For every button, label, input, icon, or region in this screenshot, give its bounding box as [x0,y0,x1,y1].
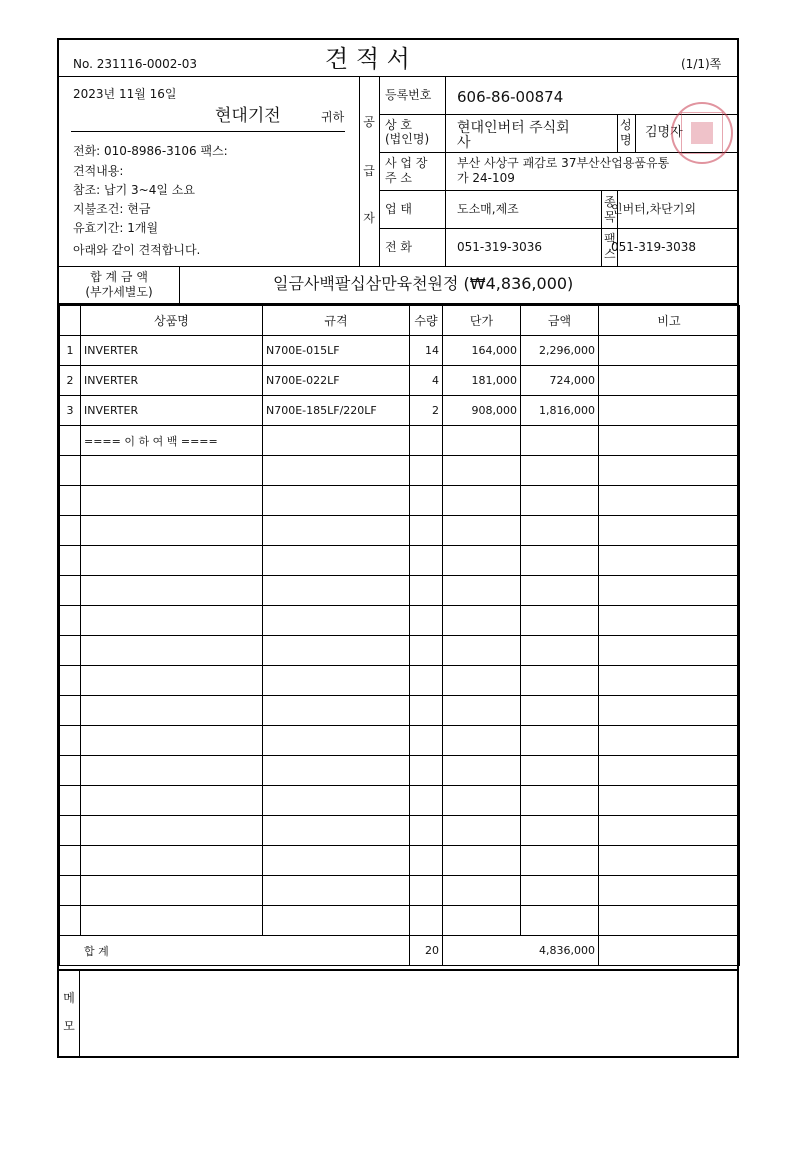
header-amount: 금액 [521,306,599,336]
cell-spec [263,426,410,456]
table-row [60,846,740,876]
empty-cell [410,876,443,906]
empty-cell [521,696,599,726]
sum-qty: 20 [410,936,443,966]
empty-cell [263,756,410,786]
supplier-label-2: 급 [363,164,375,178]
cell-qty: 2 [410,396,443,426]
empty-cell [521,846,599,876]
empty-cell [599,606,740,636]
header-unit-price: 단가 [443,306,521,336]
empty-cell [599,876,740,906]
empty-cell [443,576,521,606]
quote-date: 2023년 11월 16일 [73,87,177,101]
cell-unit-price [443,426,521,456]
client-name: 현대기전 [215,106,281,126]
empty-cell [263,606,410,636]
empty-cell [81,486,263,516]
sum-row [60,936,740,966]
document-number: No. 231116-0002-03 [73,57,198,71]
header-note: 비고 [599,306,740,336]
empty-cell [263,876,410,906]
cell-qty: 4 [410,366,443,396]
empty-cell [263,726,410,756]
empty-cell [521,486,599,516]
client-phone: 전화: 010-8986-3106 팩스: [73,144,228,158]
empty-cell [599,726,740,756]
table-header [60,306,740,336]
closing-statement: 아래와 같이 견적합니다. [73,243,201,257]
table-row [60,396,740,426]
cell-spec: N700E-022LF [263,366,410,396]
empty-cell [81,456,263,486]
empty-cell [410,486,443,516]
empty-cell [81,846,263,876]
empty-cell [81,696,263,726]
registration-label: 등록번호 [385,88,432,102]
cell-no [60,426,81,456]
empty-cell [521,756,599,786]
empty-cell [60,666,81,696]
empty-cell [263,786,410,816]
cell-product: INVERTER [81,366,263,396]
empty-cell [60,756,81,786]
empty-cell [521,876,599,906]
header-qty: 수량 [410,306,443,336]
table-row [60,816,740,846]
table-row [60,906,740,936]
empty-cell [599,696,740,726]
cell-no: 1 [60,336,81,366]
cell-note [599,426,740,456]
empty-cell [521,666,599,696]
empty-cell [521,726,599,756]
empty-cell [81,636,263,666]
company-seal-icon [671,102,733,164]
cell-product: ==== 이 하 여 백 ==== [81,426,263,456]
empty-cell [599,486,740,516]
table-row [60,666,740,696]
empty-cell [599,546,740,576]
sum-amount: 4,836,000 [443,936,599,966]
empty-cell [443,756,521,786]
empty-cell [60,696,81,726]
empty-cell [263,516,410,546]
ceo-label-2: 명 [620,133,632,147]
empty-cell [263,486,410,516]
empty-cell [410,456,443,486]
table-row [60,876,740,906]
empty-cell [263,456,410,486]
supplier-fax: 051-319-3038 [611,240,697,254]
empty-cell [263,846,410,876]
empty-cell [81,786,263,816]
empty-cell [599,816,740,846]
empty-cell [60,816,81,846]
fax-label-1: 팩 [604,232,616,246]
empty-cell [443,816,521,846]
empty-cell [81,546,263,576]
empty-cell [60,456,81,486]
empty-cell [263,906,410,936]
table-row [60,756,740,786]
empty-cell [410,816,443,846]
table-row [60,516,740,546]
empty-cell [410,636,443,666]
phone-label: 전 화 [385,240,412,254]
empty-cell [410,696,443,726]
quote-reference: 참조: 납기 3~4일 소요 [73,183,195,197]
cell-unit-price: 181,000 [443,366,521,396]
cell-amount: 1,816,000 [521,396,599,426]
empty-cell [599,636,740,666]
table-row [60,636,740,666]
empty-cell [410,666,443,696]
empty-cell [443,846,521,876]
supplier-label-1: 공 [363,115,375,129]
address-line-2: 가 24-109 [457,171,515,185]
empty-cell [443,606,521,636]
table-row [60,426,740,456]
company-name: 현대인버터 주식회 [457,120,570,136]
empty-cell [521,786,599,816]
empty-cell [443,486,521,516]
cell-product: INVERTER [81,336,263,366]
empty-cell [521,516,599,546]
address-label: 사 업 장 [385,156,428,170]
empty-cell [443,696,521,726]
client-honorific: 귀하 [321,110,345,124]
empty-cell [410,576,443,606]
empty-cell [60,516,81,546]
empty-cell [521,456,599,486]
empty-cell [81,666,263,696]
empty-cell [81,906,263,936]
cell-product: INVERTER [81,396,263,426]
empty-cell [521,546,599,576]
cell-no: 2 [60,366,81,396]
cell-amount [521,426,599,456]
empty-cell [410,786,443,816]
address-label-2: 주 소 [385,171,412,185]
empty-cell [60,876,81,906]
table-row [60,366,740,396]
cell-spec: N700E-015LF [263,336,410,366]
sum-label: 합 계 [60,936,410,966]
empty-cell [81,756,263,786]
empty-cell [599,846,740,876]
empty-cell [263,816,410,846]
memo-label-1: 메 [63,991,75,1005]
quote-content: 견적내용: [73,164,124,178]
empty-cell [521,816,599,846]
empty-cell [410,906,443,936]
empty-cell [60,846,81,876]
empty-cell [443,726,521,756]
company-name-2: 사 [457,135,471,151]
empty-cell [263,576,410,606]
fax-label-2: 스 [604,247,616,261]
empty-cell [443,636,521,666]
empty-cell [521,576,599,606]
empty-cell [263,546,410,576]
table-row [60,786,740,816]
table-row [60,726,740,756]
cell-qty [410,426,443,456]
empty-cell [81,576,263,606]
registration-number: 606-86-00874 [457,88,564,106]
empty-cell [60,486,81,516]
supplier-label-3: 자 [363,211,375,225]
empty-cell [599,786,740,816]
empty-cell [410,846,443,876]
table-row [60,546,740,576]
supplier-phone: 051-319-3036 [457,240,543,254]
empty-cell [410,546,443,576]
cell-note [599,366,740,396]
items-table [59,305,740,966]
empty-cell [599,456,740,486]
empty-cell [81,516,263,546]
ceo-name: 김명자 [645,125,683,140]
table-row [60,336,740,366]
empty-cell [443,516,521,546]
memo-label-2: 모 [63,1019,75,1033]
business-item: 인버터,차단기외 [611,202,696,216]
empty-cell [60,906,81,936]
total-label: 합 계 금 액 [90,270,148,284]
empty-cell [81,816,263,846]
table-row [60,456,740,486]
memo-area[interactable] [81,972,737,1056]
cell-amount: 724,000 [521,366,599,396]
empty-cell [263,696,410,726]
empty-cell [410,606,443,636]
header-no [60,306,81,336]
quotation-document [57,38,739,1058]
ceo-label-1: 성 [620,118,632,132]
cell-unit-price: 908,000 [443,396,521,426]
empty-cell [60,786,81,816]
empty-cell [60,636,81,666]
empty-cell [263,666,410,696]
empty-cell [410,516,443,546]
company-label-2: (법인명) [385,132,430,146]
item-label-2: 목 [604,210,616,224]
cell-qty: 14 [410,336,443,366]
business-type-label: 업 태 [385,202,412,216]
empty-cell [521,606,599,636]
business-type: 도소매,제조 [457,202,519,216]
empty-cell [599,906,740,936]
empty-cell [443,666,521,696]
table-row [60,696,740,726]
total-amount-text: 일금사백팔십삼만육천원정 (₩4,836,000) [273,274,574,293]
cell-amount: 2,296,000 [521,336,599,366]
empty-cell [521,636,599,666]
table-row [60,606,740,636]
empty-cell [443,546,521,576]
cell-unit-price: 164,000 [443,336,521,366]
empty-cell [60,576,81,606]
header-spec: 규격 [263,306,410,336]
empty-cell [60,726,81,756]
empty-cell [60,546,81,576]
empty-cell [410,726,443,756]
page-indicator: (1/1)쪽 [681,57,722,71]
empty-cell [599,756,740,786]
header-product: 상품명 [81,306,263,336]
empty-cell [81,606,263,636]
empty-cell [521,906,599,936]
payment-terms: 지불조건: 현금 [73,202,151,216]
company-label: 상 호 [385,118,412,132]
empty-cell [443,786,521,816]
address-line-1: 부산 사상구 괘감로 37부산산업용품유통 [457,156,670,170]
empty-cell [599,576,740,606]
cell-spec: N700E-185LF/220LF [263,396,410,426]
empty-cell [81,876,263,906]
empty-cell [263,636,410,666]
document-title: 견 적 서 [325,45,410,73]
empty-cell [443,876,521,906]
cell-note [599,396,740,426]
empty-cell [599,516,740,546]
table-row [60,486,740,516]
empty-cell [81,726,263,756]
item-label-1: 종 [604,195,616,209]
empty-cell [443,906,521,936]
empty-cell [599,666,740,696]
table-row [60,576,740,606]
empty-cell [443,456,521,486]
cell-no: 3 [60,396,81,426]
empty-cell [60,606,81,636]
cell-note [599,336,740,366]
empty-cell [410,756,443,786]
validity-period: 유효기간: 1개월 [73,221,159,235]
total-label-2: (부가세별도) [85,285,153,299]
